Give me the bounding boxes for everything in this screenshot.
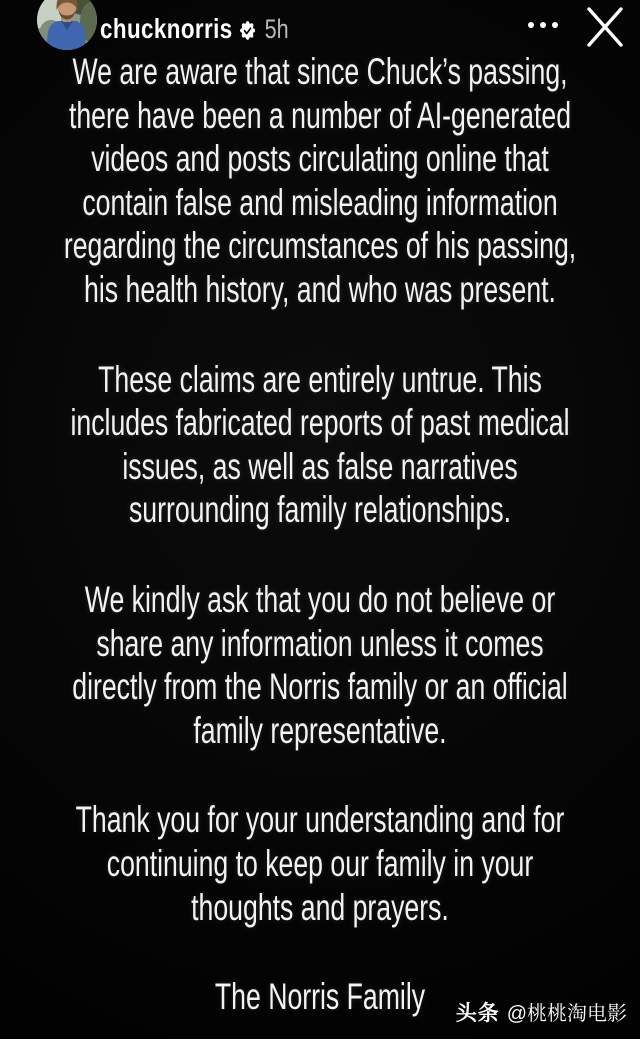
watermark-handle: @桃桃淘电影 [506, 1003, 627, 1025]
paragraph-2 [0, 358, 640, 532]
close-icon [582, 4, 628, 50]
story-signature: The Norris Family [214, 976, 426, 1018]
story-line: there have been a number of AI-generated [68, 94, 572, 136]
story-line: directly from the Norris family or an official [72, 666, 568, 708]
story-line: continuing to keep our family in your [106, 842, 534, 884]
story-line: issues, as well as false narratives [122, 445, 518, 487]
more-options-icon [528, 22, 534, 28]
story-header [0, 0, 640, 58]
story-line: videos and posts circulating online that [91, 138, 549, 180]
story-line: thoughts and prayers. [191, 886, 449, 928]
paragraph-1 [0, 50, 640, 312]
story-line: We are aware that since Chuck’s passing, [72, 51, 568, 92]
profile-photo [37, 0, 97, 50]
story-line: We kindly ask that you do not believe or [84, 578, 556, 620]
close-button[interactable] [582, 4, 628, 50]
story-line: family representative. [193, 709, 447, 751]
story-line: surrounding family relationships. [128, 489, 512, 531]
story-line: share any information unless it comes [96, 622, 544, 664]
story-line: contain false and misleading information [82, 181, 558, 223]
story-line: Thank you for your understanding and for [75, 799, 565, 841]
more-options-button[interactable] [518, 10, 568, 40]
watermark [456, 997, 627, 1027]
story-timestamp: 5h [264, 13, 289, 44]
story-line: These claims are entirely untrue. This [98, 358, 542, 400]
story-line: includes fabricated reports of past medical [70, 402, 570, 444]
verified-badge-icon [240, 21, 255, 40]
story-text [0, 50, 640, 1019]
story-line: his health history, and who was present. [84, 268, 556, 310]
story-line: regarding the circumstances of his passing, [63, 225, 577, 267]
paragraph-3 [0, 578, 640, 752]
paragraph-4 [0, 798, 640, 929]
avatar[interactable] [37, 0, 97, 50]
watermark-brand: 头条 [455, 1002, 500, 1025]
username[interactable]: chucknorris [100, 13, 233, 44]
user-row [100, 0, 289, 58]
